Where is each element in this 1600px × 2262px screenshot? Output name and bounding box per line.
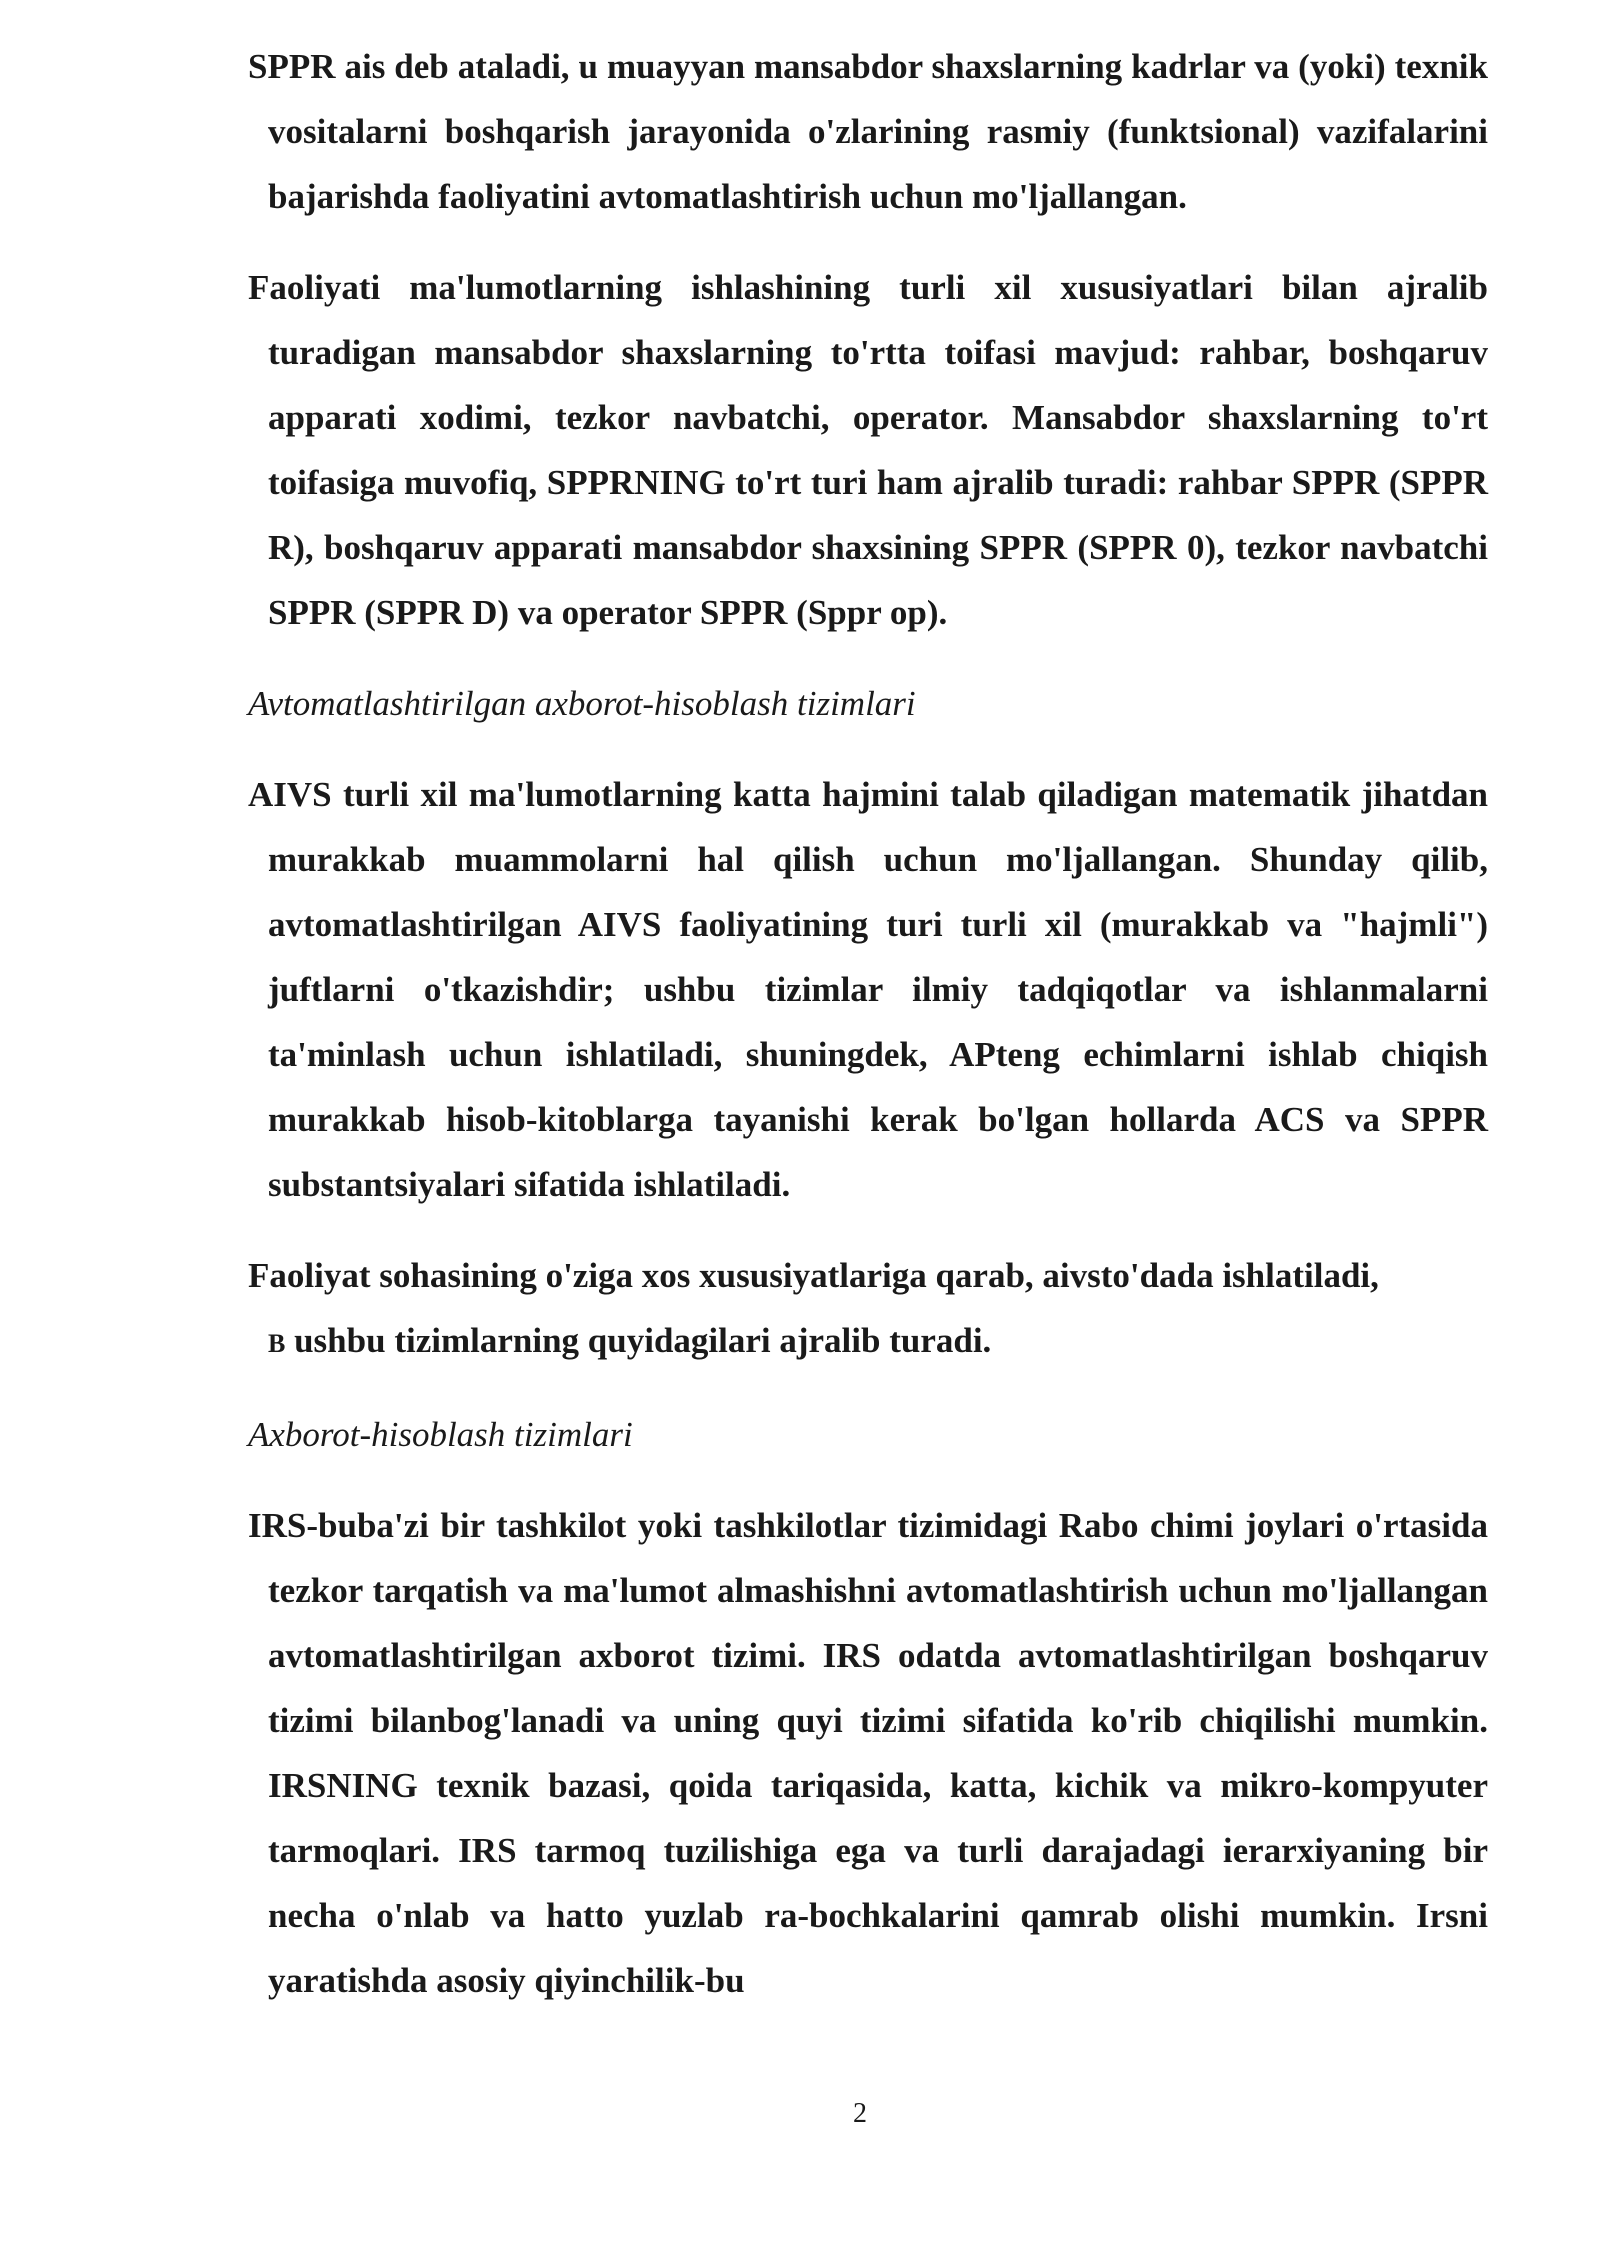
paragraph-irs-description: IRS-buba'zi bir tashkilot yoki tashkilotlar tizimidagi Rabo chimi joylari o'rtasida tezkor tarqatish va ma'lumot almashishni avtomatlashtirish uchun mo'ljallangan avtomatlashtirilgan axborot tizimi. IRS odatda avtomatlashtirilgan boshqaruv tizimi bilanbog'lanadi va uning quyi tizimi sifatida ko'rib chiqilishi mumkin. IRSNING texnik bazasi, qoida tariqasida, katta, kichik va mikro-kompyuter tarmoqlari. IRS tarmoq tuzilishiga ega va turli darajadagi ierarxiyaning bir necha o'nlab va hatto yuzlab ra-bochkalarini qamrab olishi mumkin. Irsni yaratishda asosiy qiyinchilik-bu: [248, 1506, 1488, 2000]
paragraph-official-categories: Faoliyati ma'lumotlarning ishlashining turli xil xususiyatlari bilan ajralib turadigan mansabdor shaxslarning to'rtta toifasi mavjud: rahbar, boshqaruv apparati xodimi, tezkor navbatchi, operator. Mansabdor shaxslarning to'rt toifasiga muvofiq, SPPRNING to'rt turi ham ajralib turadi: rahbar SPPR (SPPR R), boshqaruv apparati mansabdor shaxsining SPPR (SPPR 0), tezkor navbatchi SPPR (SPPR D) va operator SPPR (Sppr op).: [248, 268, 1488, 632]
paragraph-aivs-types-text-before: Faoliyat sohasining o'ziga xos xususiyatlariga qarab, aivsto'dada ishlatiladi,: [248, 1256, 1379, 1295]
document-body: [248, 34, 1488, 2039]
paragraph-aivs-types: [248, 1243, 1488, 1376]
paragraph-aivs-types-small-letter: B: [268, 1329, 286, 1358]
section-heading-aivs: Avtomatlashtirilgan axborot-hisoblash tizimlari: [248, 684, 916, 723]
section-heading-irs: Axborot-hisoblash tizimlari: [248, 1415, 633, 1454]
paragraph-aivs-description: AIVS turli xil ma'lumotlarning katta hajmini talab qiladigan matematik jihatdan murakkab muammolarni hal qilish uchun mo'ljallangan. Shunday qilib, avtomatlashtirilgan AIVS faoliyatining turi turli xil (murakkab va "hajmli") juftlarni o'tkazishdir; ushbu tizimlar ilmiy tadqiqotlar va ishlanmalarni ta'minlash uchun ishlatiladi, shuningdek, APteng echimlarni ishlab chiqish murakkab hisob-kitoblarga tayanishi kerak bo'lgan hollarda ACS va SPPR substantsiyalari sifatida ishlatiladi.: [248, 775, 1488, 1204]
paragraph-sppr-definition: SPPR ais deb ataladi, u muayyan mansabdor shaxslarning kadrlar va (yoki) texnik vositalarni boshqarish jarayonida o'zlarining rasmiy (funktsional) vazifalarini bajarishda faoliyatini avtomatlashtirish uchun mo'ljallangan.: [248, 47, 1488, 216]
paragraph-aivs-types-text-after: ushbu tizimlarning quyidagilari ajralib turadi.: [294, 1321, 992, 1360]
page-number: 2: [853, 2098, 867, 2129]
